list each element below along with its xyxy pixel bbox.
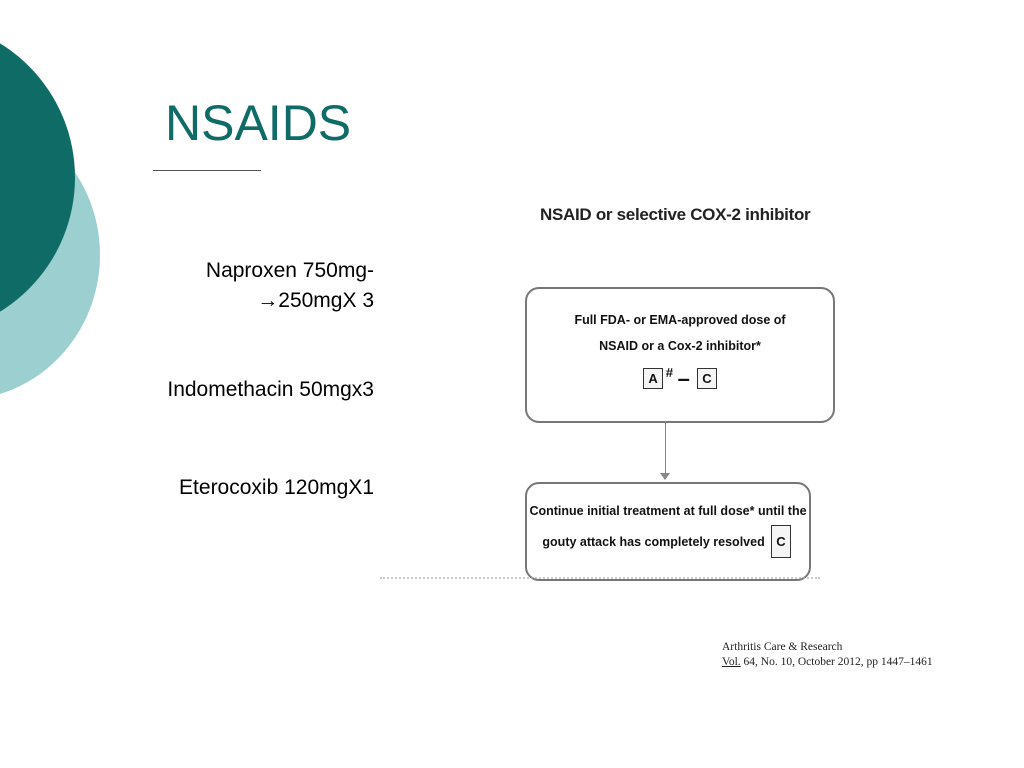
flowchart-box-full-dose-line2: NSAID or a Cox-2 inhibitor* — [599, 339, 761, 353]
flowchart-figure — [520, 195, 815, 587]
citation-volume-details: 64, No. 10, October 2012, pp 1447–1461 — [740, 656, 933, 668]
flowchart-box-continue-line1: Continue initial treatment at full dose* until the — [529, 504, 807, 518]
figure-cropped-edge — [380, 577, 820, 585]
flowchart-heading: NSAID or selective COX-2 inhibitor — [540, 205, 811, 224]
grade-range-dash: – — [677, 366, 690, 392]
evidence-grade-c-2: C — [771, 525, 790, 558]
flowchart-box-continue-line2-row — [527, 525, 809, 558]
grade-footnote-mark: # — [665, 365, 674, 380]
citation-journal: Arthritis Care & Research — [722, 641, 843, 653]
drug-item-indomethacin: Indomethacin 50mgx3 — [167, 378, 374, 401]
drug-item-naproxen-line2: →250mgX 3 — [257, 289, 374, 312]
drug-item-naproxen — [206, 256, 374, 316]
flowchart-box-full-dose-line1: Full FDA- or EMA-approved dose of — [574, 313, 786, 327]
slide-title: NSAIDS — [165, 95, 352, 151]
title-underline — [153, 170, 261, 171]
citation-volume-row — [722, 655, 933, 670]
flowchart-box-continue-line2: gouty attack has completely resolved — [542, 535, 765, 549]
flowchart-box-full-dose — [525, 287, 835, 423]
flowchart-arrow-line — [665, 421, 666, 476]
flowchart-box-continue — [525, 482, 811, 581]
flowchart-arrow-head — [660, 473, 670, 480]
evidence-grade-row — [527, 365, 833, 392]
drug-item-etoricoxib: Eterocoxib 120mgX1 — [179, 476, 374, 499]
evidence-grade-c: C — [697, 368, 716, 389]
drug-item-naproxen-line1: Naproxen 750mg- — [205, 259, 374, 282]
citation — [722, 640, 933, 670]
evidence-grade-a: A — [643, 368, 662, 389]
citation-volume-prefix: Vol. — [722, 656, 741, 668]
